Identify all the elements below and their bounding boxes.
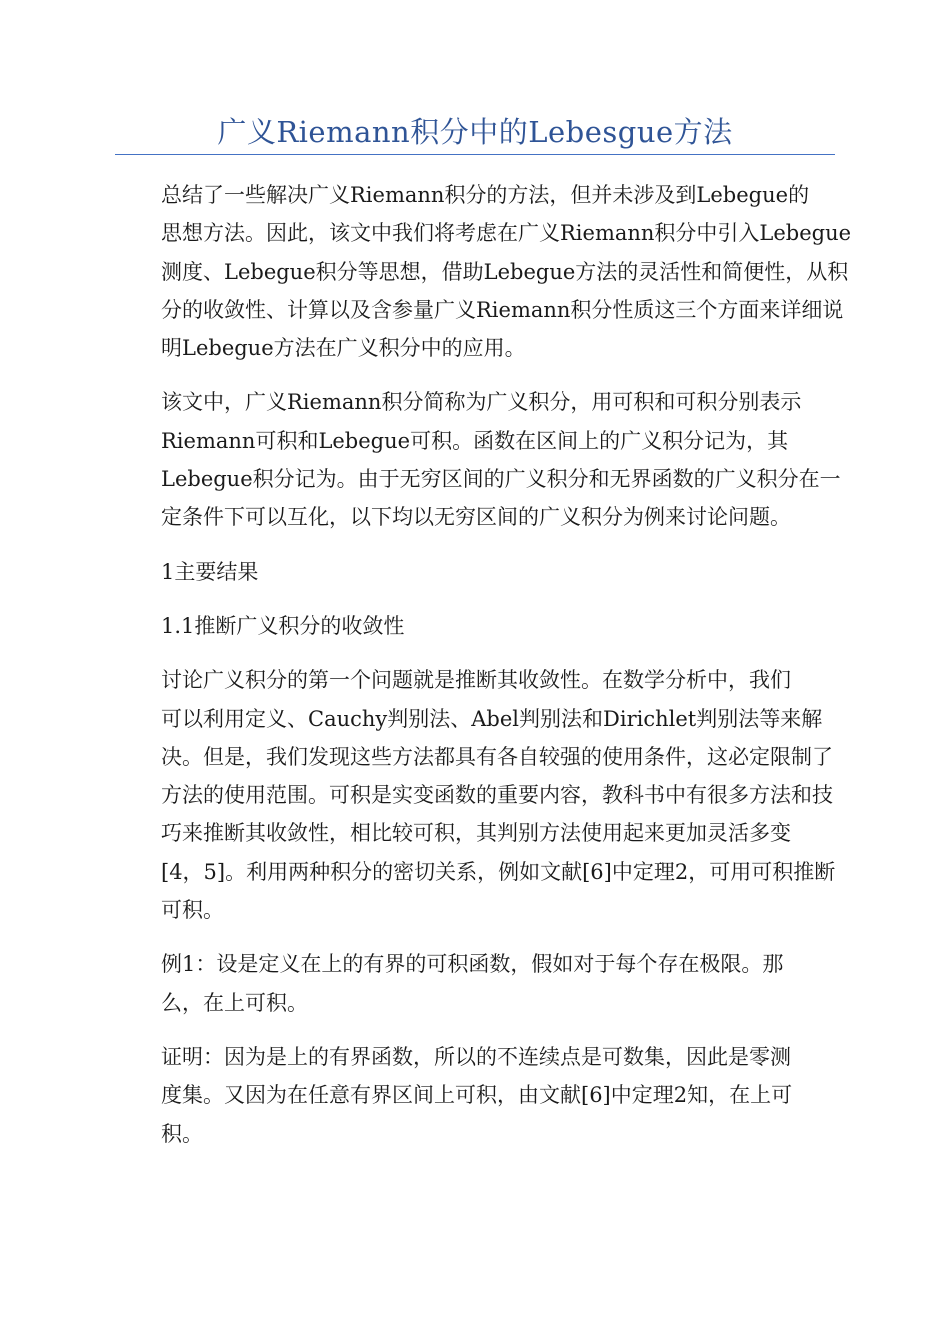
- paragraph: [115, 383, 841, 536]
- paragraph-line: 该文中，广义Riemann积分简称为广义积分，用可积和可积分别表示: [161, 390, 802, 415]
- paragraph-line: 例1：设是定义在上的有界的可积函数，假如对于每个存在极限。那: [161, 952, 784, 977]
- paragraph-line: 决。但是，我们发现这些方法都具有各自较强的使用条件，这必定限制了: [161, 744, 833, 769]
- paragraph-line: 可以利用定义、Cauchy判别法、Abel判别法和Dirichlet判别法等来解: [161, 706, 823, 731]
- paragraph: [115, 553, 835, 591]
- paragraph-line: 度集。又因为在任意有界区间上可积，由文献[6]中定理2知，在上可: [161, 1083, 793, 1108]
- paragraph-line: 明Lebegue方法在广义积分中的应用。: [161, 336, 526, 361]
- paragraph: [115, 1038, 835, 1153]
- paragraph-line: 证明：因为是上的有界函数，所以的不连续点是可数集，因此是零测: [161, 1044, 791, 1069]
- paragraph-line: Lebegue积分记为。由于无穷区间的广义积分和无界函数的广义积分在一: [161, 467, 841, 492]
- paragraph-line: 方法的使用范围。可积是实变函数的重要内容，教科书中有很多方法和技: [161, 783, 833, 808]
- document-title: 广义Riemann积分中的Lebesgue方法: [217, 115, 733, 149]
- paragraph-line: 1主要结果: [161, 559, 259, 584]
- paragraph-line: 1.1推断广义积分的收敛性: [161, 613, 405, 638]
- paragraph: [115, 176, 852, 367]
- paragraph-line: 思想方法。因此，该文中我们将考虑在广义Riemann积分中引入Lebegue: [161, 221, 852, 246]
- document-body: [115, 176, 852, 1169]
- paragraph-line: 巧来推断其收敛性，相比较可积，其判别方法使用起来更加灵活多变: [161, 821, 791, 846]
- paragraph-line: 测度、Lebegue积分等思想，借助Lebegue方法的灵活性和简便性，从积: [161, 259, 849, 284]
- paragraph-line: 积。: [161, 1121, 203, 1146]
- paragraph: [115, 661, 835, 929]
- paragraph-line: Riemann可积和Lebegue可积。函数在区间上的广义积分记为，其: [161, 428, 789, 453]
- paragraph-line: 分的收敛性、计算以及含参量广义Riemann积分性质这三个方面来详细说: [161, 297, 844, 322]
- paragraph-line: [4，5]。利用两种积分的密切关系，例如文献[6]中定理2，可用可积推断: [161, 859, 836, 884]
- paragraph-line: 可积。: [161, 898, 224, 923]
- paragraph-line: 总结了一些解决广义Riemann积分的方法，但并未涉及到Lebegue的: [161, 183, 810, 207]
- title-underline: [115, 154, 835, 155]
- paragraph: [115, 945, 835, 1022]
- paragraph-line: 讨论广义积分的第一个问题就是推断其收敛性。在数学分析中，我们: [161, 668, 791, 693]
- paragraph-line: 么，在上可积。: [161, 990, 308, 1015]
- paragraph: [115, 607, 835, 645]
- paragraph-line: 定条件下可以互化，以下均以无穷区间的广义积分为例来讨论问题。: [161, 505, 791, 530]
